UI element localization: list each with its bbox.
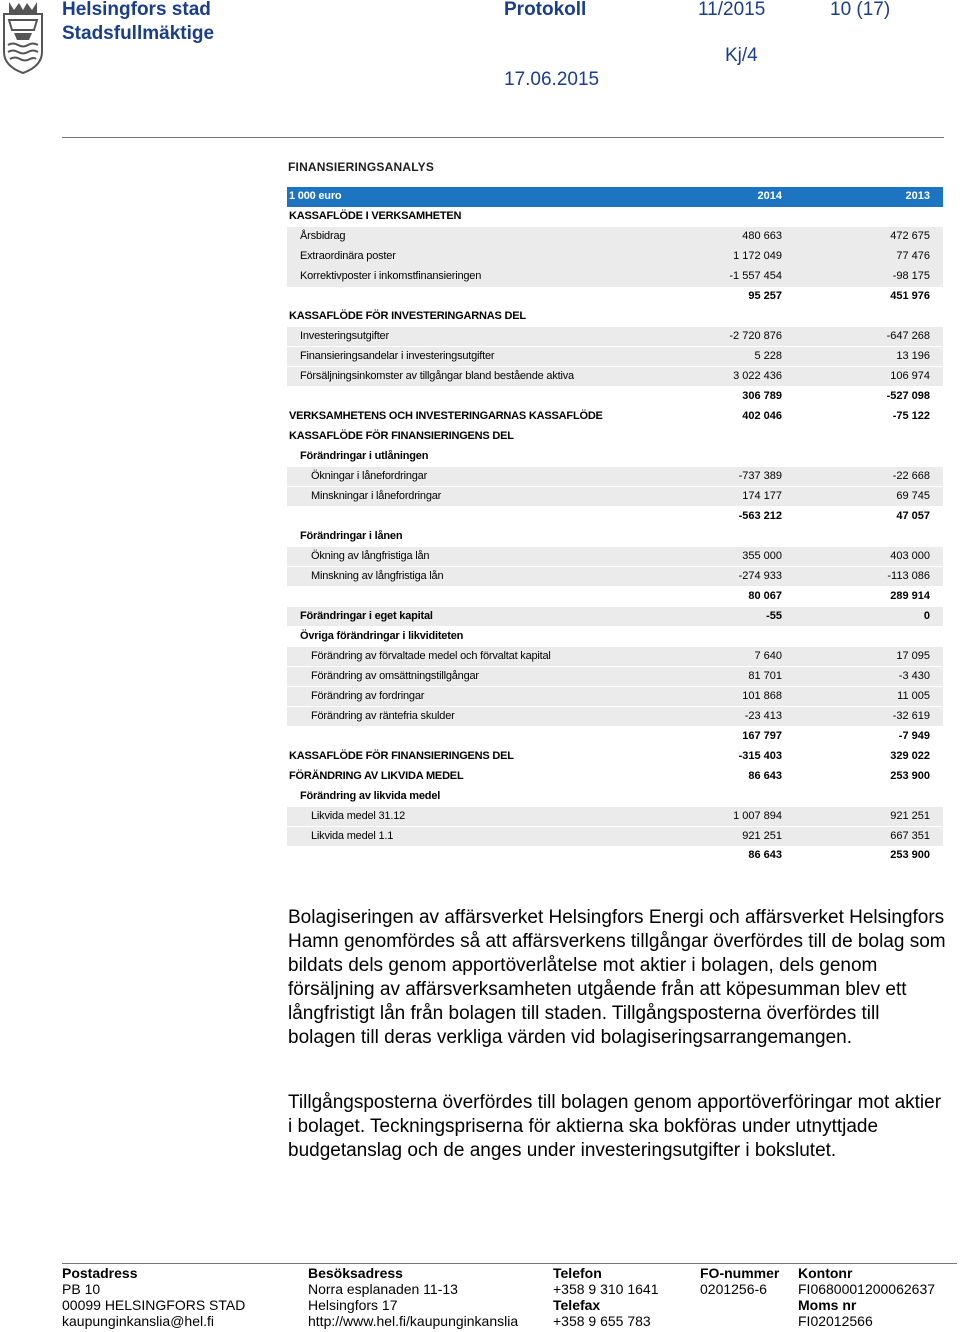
value-2014: -1 557 454	[729, 269, 782, 282]
value-2013: 472 675	[890, 229, 930, 242]
org-council: Stadsfullmäktige	[62, 23, 215, 44]
subtotal-row	[287, 846, 943, 866]
value-2013: -32 619	[892, 709, 930, 722]
row-label: Förändring av likvida medel	[300, 789, 441, 802]
value-2013: 253 900	[890, 769, 930, 782]
footer-business-id	[700, 1265, 779, 1297]
table-row	[287, 807, 943, 827]
table-row	[287, 347, 943, 367]
table-row	[287, 267, 943, 287]
table-row	[287, 327, 943, 347]
row-label: Likvida medel 1.1	[311, 829, 394, 842]
row-label: Förändringar i utlåningen	[300, 449, 429, 462]
document-type: Protokoll	[504, 0, 587, 20]
value-2013: 253 900	[890, 849, 930, 862]
value-2013: 329 022	[890, 749, 930, 762]
footer-text: PB 10	[62, 1281, 101, 1297]
value-2013: 17 095	[896, 649, 930, 662]
value-2013: 11 005	[897, 689, 930, 702]
row-label: KASSAFLÖDE I VERKSAMHETEN	[289, 209, 462, 222]
section-row	[287, 207, 943, 227]
footer-text: +358 9 655 783	[553, 1313, 651, 1329]
value-2013: -75 122	[892, 409, 930, 422]
group-row	[287, 627, 943, 647]
subtotal-row	[287, 287, 943, 307]
table-row	[287, 687, 943, 707]
value-2014: 86 643	[748, 849, 782, 862]
table-row	[287, 547, 943, 567]
row-label: FÖRÄNDRING AV LIKVIDA MEDEL	[289, 769, 464, 782]
table-row	[287, 827, 943, 847]
value-2014: 5 228	[754, 349, 782, 362]
table-row	[287, 467, 943, 487]
row-label: Finansieringsandelar i investeringsutgifter	[300, 349, 495, 362]
value-2014: 167 797	[742, 729, 782, 742]
row-label: Investeringsutgifter	[300, 329, 389, 342]
organization-name	[62, 0, 214, 46]
footer-heading: Telefon	[553, 1265, 602, 1281]
value-2014: 80 067	[748, 589, 782, 602]
value-2013: -98 175	[892, 269, 930, 282]
footer-text: 0201256-6	[700, 1281, 767, 1297]
row-label: Ökning av långfristiga lån	[311, 549, 430, 562]
helsinki-crest-logo	[0, 0, 46, 74]
footer-heading: Postadress	[62, 1265, 138, 1281]
section-row	[287, 407, 943, 427]
row-label: Förändring av omsättningstillgångar	[311, 669, 479, 682]
value-2014: 355 000	[742, 549, 782, 562]
table-row	[287, 247, 943, 267]
row-label: Minskning av långfristiga lån	[311, 569, 444, 582]
footer-text: +358 9 310 1641	[553, 1281, 659, 1297]
page-number: 10 (17)	[830, 0, 891, 20]
row-label: Förändring av fordringar	[311, 689, 425, 702]
row-label: Förändring av räntefria skulder	[311, 709, 455, 722]
value-2013: 77 476	[896, 249, 930, 262]
value-2014: 921 251	[742, 829, 782, 842]
footer-account	[798, 1265, 935, 1329]
value-2013: -3 430	[898, 669, 930, 682]
footer-text: FI0680001200062637	[798, 1281, 936, 1297]
body-paragraph-2: Tillgångsposterna överfördes till bolagen genom apportöverföringar mot aktier i bolaget. Teckningspriserna för aktierna ska bokföras under utnyttjade budgetanslag och de anges under investeringsutgifter i bokslutet.	[288, 1092, 942, 1161]
footer-divider	[62, 1263, 957, 1264]
body-paragraph-1: Bolagiseringen av affärsverket Helsingfors Energi och affärsverket Helsingfors Hamn genomfördes så att affärsverkens tillgångar överfördes till de bolag som bildats dels genom apportöverlåtelse mot aktier i bolagen, dels genom försäljning av affärsverksamheten utgående från att köpesumman blev ett långfristigt lån från bolagen till staden. Tillgångsposterna överfördes till bolagen till deras verkliga värden vid bolagiseringsarrangemangen.	[288, 907, 946, 1048]
section-row	[287, 307, 943, 327]
subtotal-row	[287, 727, 943, 747]
value-2013: 69 745	[896, 489, 930, 502]
row-label: Ökningar i lånefordringar	[311, 469, 428, 482]
subtotal-row	[287, 587, 943, 607]
value-2013: 667 351	[890, 829, 930, 842]
unit-label: 1 000 euro	[289, 190, 342, 202]
row-label: Försäljningsinkomster av tillgångar bland bestående aktiva	[300, 369, 574, 382]
table-row	[287, 367, 943, 387]
agenda-item: Kj/4	[725, 45, 758, 66]
header-divider	[62, 137, 944, 138]
table-row	[287, 487, 943, 507]
row-label: Förändringar i eget kapital	[300, 609, 433, 622]
footer-heading: Moms nr	[798, 1297, 857, 1313]
financing-analysis-table	[287, 187, 943, 866]
value-2014: -23 413	[744, 709, 782, 722]
footer-heading: FO-nummer	[700, 1265, 780, 1281]
value-2013: 0	[923, 609, 930, 622]
value-2014: -274 933	[738, 569, 782, 582]
value-2013: -113 086	[887, 569, 930, 582]
value-2013: 451 976	[890, 289, 930, 302]
year-2014-header: 2014	[757, 190, 782, 202]
subtotal-row	[287, 507, 943, 527]
table-row	[287, 707, 943, 727]
row-label: KASSAFLÖDE FÖR FINANSIERINGENS DEL	[289, 749, 514, 762]
row-label: Övriga förändringar i likviditeten	[300, 629, 464, 642]
group-row	[287, 527, 943, 547]
value-2014: 1 172 049	[733, 249, 782, 262]
value-2014: 81 701	[748, 669, 782, 682]
group-row	[287, 787, 943, 807]
footer-heading: Besöksadress	[308, 1265, 403, 1281]
value-2014: 306 789	[742, 389, 782, 402]
value-2013: 921 251	[890, 809, 930, 822]
value-2013: -7 949	[898, 729, 930, 742]
row-label: VERKSAMHETENS OCH INVESTERINGARNAS KASSAFLÖDE	[289, 409, 603, 422]
section-row	[287, 767, 943, 787]
row-label: Extraordinära poster	[300, 249, 396, 262]
group-row	[287, 447, 943, 467]
footer-text: FI02012566	[798, 1313, 873, 1329]
value-2014: -737 389	[738, 469, 782, 482]
value-2014: 480 663	[742, 229, 782, 242]
table-row	[287, 667, 943, 687]
value-2014: 95 257	[748, 289, 782, 302]
value-2014: 101 868	[742, 689, 782, 702]
section-row	[287, 747, 943, 767]
footer-heading: Kontonr	[798, 1265, 853, 1281]
subtotal-row	[287, 387, 943, 407]
value-2014: 402 046	[742, 409, 782, 422]
row-label: KASSAFLÖDE FÖR FINANSIERINGENS DEL	[289, 429, 514, 442]
value-2014: 7 640	[754, 649, 782, 662]
meeting-date: 17.06.2015	[504, 69, 600, 90]
row-label: Likvida medel 31.12	[311, 809, 406, 822]
row-label: Årsbidrag	[300, 229, 346, 242]
value-2013: 106 974	[890, 369, 930, 382]
table-row	[287, 647, 943, 667]
footer-heading: Telefax	[553, 1297, 601, 1313]
value-2014: -315 403	[738, 749, 782, 762]
footer-text: Norra esplanaden 11-13	[308, 1281, 458, 1297]
row-label: KASSAFLÖDE FÖR INVESTERINGARNAS DEL	[289, 309, 526, 322]
value-2014: 174 177	[742, 489, 782, 502]
value-2013: -527 098	[886, 389, 930, 402]
value-2014: -55	[766, 609, 782, 622]
value-2014: 86 643	[748, 769, 782, 782]
footer-postal-address	[62, 1265, 245, 1329]
value-2013: 13 196	[896, 349, 930, 362]
value-2013: -22 668	[892, 469, 930, 482]
value-2014: 3 022 436	[733, 369, 782, 382]
value-2013: -647 268	[886, 329, 930, 342]
footer-phone	[553, 1265, 659, 1329]
group-row	[287, 607, 943, 627]
table-row	[287, 567, 943, 587]
row-label: Förändringar i lånen	[300, 529, 403, 542]
document-number: 11/2015	[698, 0, 766, 20]
footer-web-link[interactable]: http://www.hel.fi/kaupunginkanslia	[308, 1313, 519, 1329]
org-city: Helsingfors stad	[62, 0, 211, 20]
value-2014: -2 720 876	[729, 329, 782, 342]
value-2014: 1 007 894	[733, 809, 782, 822]
section-row	[287, 427, 943, 447]
year-2013-header: 2013	[905, 190, 930, 202]
footer-email-link[interactable]: kaupunginkanslia@hel.fi	[62, 1313, 214, 1329]
row-label: Förändring av förvaltade medel och förvaltat kapital	[311, 649, 551, 662]
table-header-row	[287, 187, 943, 207]
table-title: FINANSIERINGSANALYS	[288, 160, 435, 174]
value-2014: -563 212	[738, 509, 782, 522]
footer-visit-address	[308, 1265, 518, 1329]
value-2013: 403 000	[890, 549, 930, 562]
row-label: Korrektivposter i inkomstfinansieringen	[300, 269, 482, 282]
value-2013: 289 914	[890, 589, 930, 602]
value-2013: 47 057	[896, 509, 930, 522]
row-label: Minskningar i lånefordringar	[311, 489, 442, 502]
footer-text: 00099 HELSINGFORS STAD	[62, 1297, 246, 1313]
footer-text: Helsingfors 17	[308, 1297, 398, 1313]
table-row	[287, 227, 943, 247]
